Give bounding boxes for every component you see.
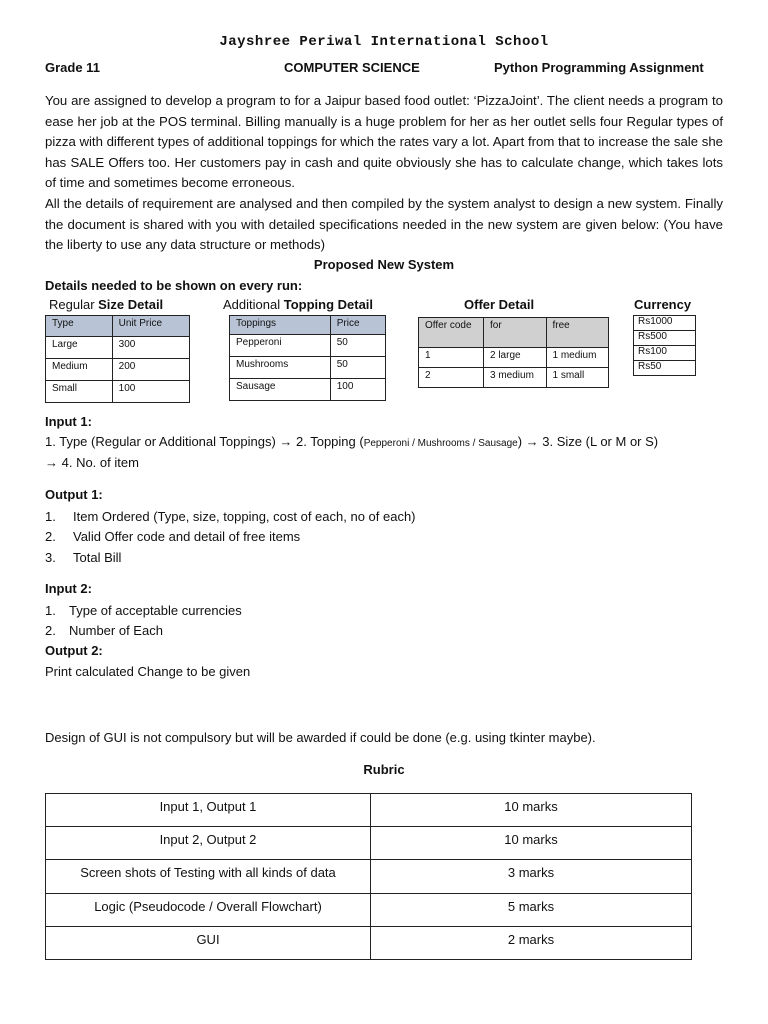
table-cell: Rs50 — [634, 361, 696, 376]
table-header: Type — [46, 316, 113, 337]
currency-table — [633, 315, 696, 376]
rubric-table — [45, 793, 692, 960]
table-cell: 2 — [419, 368, 484, 388]
output1-title: Output 1: — [45, 487, 103, 502]
intro-paragraph-2: All the details of requirement are analysed and then compiled by the system analyst to design a new system. Finally the document is shared with you with detailed specifications needed in the new system are given below: (You have the liberty to use any data structure or methods) — [45, 196, 723, 253]
table-header: free — [546, 318, 609, 348]
table-cell: 1 medium — [546, 348, 609, 368]
table-cell: Input 2, Output 2 — [46, 827, 371, 860]
table-cell: 3 marks — [371, 860, 692, 894]
arrow-icon: → — [525, 434, 539, 449]
table-cell: GUI — [46, 927, 371, 960]
table-cell: Pepperoni — [230, 335, 331, 357]
list-item: 2. Number of Each — [45, 623, 163, 638]
table-cell: 1 — [419, 348, 484, 368]
offer-table — [418, 317, 609, 388]
table-cell: Medium — [46, 359, 113, 381]
table-row — [46, 927, 692, 960]
table-cell: Sausage — [230, 379, 331, 401]
table-cell: 200 — [112, 359, 189, 381]
table-cell: 3 medium — [484, 368, 547, 388]
table-cell: 10 marks — [371, 794, 692, 827]
details-title: Details needed to be shown on every run: — [45, 278, 303, 293]
grade-label: Grade 11 — [45, 60, 100, 75]
table-cell: 100 — [112, 381, 189, 403]
table-cell: 50 — [330, 357, 385, 379]
topping-table — [229, 315, 386, 401]
topping-table-caption: Additional Topping Detail — [223, 297, 374, 312]
table-cell: 50 — [330, 335, 385, 357]
input1-line1: 1. Type (Regular or Additional Toppings) → 2. Topping (Pepperoni / Mushrooms / Sausage) → 3. Size (L or M or S) — [45, 434, 659, 449]
table-cell: 2 large — [484, 348, 547, 368]
table-cell: 5 marks — [371, 894, 692, 927]
table-cell: Small — [46, 381, 113, 403]
input1-title: Input 1: — [45, 414, 92, 429]
table-cell: Large — [46, 337, 113, 359]
arrow-icon: → — [45, 455, 58, 470]
table-cell: 1 small — [546, 368, 609, 388]
assignment-label: Python Programming Assignment — [494, 60, 704, 75]
proposed-system-title: Proposed New System — [313, 257, 455, 272]
output2-text: Print calculated Change to be given — [45, 664, 251, 679]
subject-label: COMPUTER SCIENCE — [284, 60, 420, 75]
table-cell: Screen shots of Testing with all kinds of data — [46, 860, 371, 894]
table-header: Toppings — [230, 316, 331, 335]
output2-title: Output 2: — [45, 643, 103, 658]
list-item: 3. Total Bill — [45, 550, 122, 565]
table-cell: 100 — [330, 379, 385, 401]
table-cell: Mushrooms — [230, 357, 331, 379]
table-cell: Rs500 — [634, 331, 696, 346]
arrow-icon: → — [279, 434, 293, 449]
list-item: 2. Valid Offer code and detail of free items — [45, 529, 301, 544]
input2-title: Input 2: — [45, 581, 92, 596]
table-cell: 2 marks — [371, 927, 692, 960]
size-table-caption: Regular Size Detail — [49, 297, 164, 312]
table-header: Price — [330, 316, 385, 335]
offer-table-caption: Offer Detail — [464, 297, 535, 312]
currency-table-caption: Currency — [634, 297, 692, 312]
table-cell: Logic (Pseudocode / Overall Flowchart) — [46, 894, 371, 927]
table-cell: Input 1, Output 1 — [46, 794, 371, 827]
intro-paragraph-1: You are assigned to develop a program to for a Jaipur based food outlet: ‘PizzaJoint’. The client needs a program to ease her job at the POS terminal. Billing manually is a huge problem for her as her outlet sells four Regular types of pizza with different types of additional toppings for which the rates vary a lot. Apart from that to increase the sale she has SALE Offers too. Her customers pay in cash and quite obviously she has to calculate change, which takes lots of time and sometimes become erroneous. — [45, 93, 723, 191]
table-cell: Rs100 — [634, 346, 696, 361]
input1-line2: → 4. No. of item — [45, 455, 139, 470]
list-item: 1. Item Ordered (Type, size, topping, cost of each, no of each) — [45, 509, 416, 524]
size-table — [45, 315, 190, 403]
table-header: Unit Price — [112, 316, 189, 337]
table-row — [46, 860, 692, 894]
table-row — [46, 794, 692, 827]
table-row — [46, 894, 692, 927]
school-name: Jayshree Periwal International School — [219, 34, 549, 50]
table-header: for — [484, 318, 547, 348]
table-row — [46, 827, 692, 860]
table-cell: Rs1000 — [634, 316, 696, 331]
rubric-title: Rubric — [363, 762, 405, 777]
table-cell: 10 marks — [371, 827, 692, 860]
table-header: Offer code — [419, 318, 484, 348]
table-cell: 300 — [112, 337, 189, 359]
gui-note: Design of GUI is not compulsory but will be awarded if could be done (e.g. using tkinter maybe). — [45, 730, 596, 745]
list-item: 1. Type of acceptable currencies — [45, 603, 242, 618]
